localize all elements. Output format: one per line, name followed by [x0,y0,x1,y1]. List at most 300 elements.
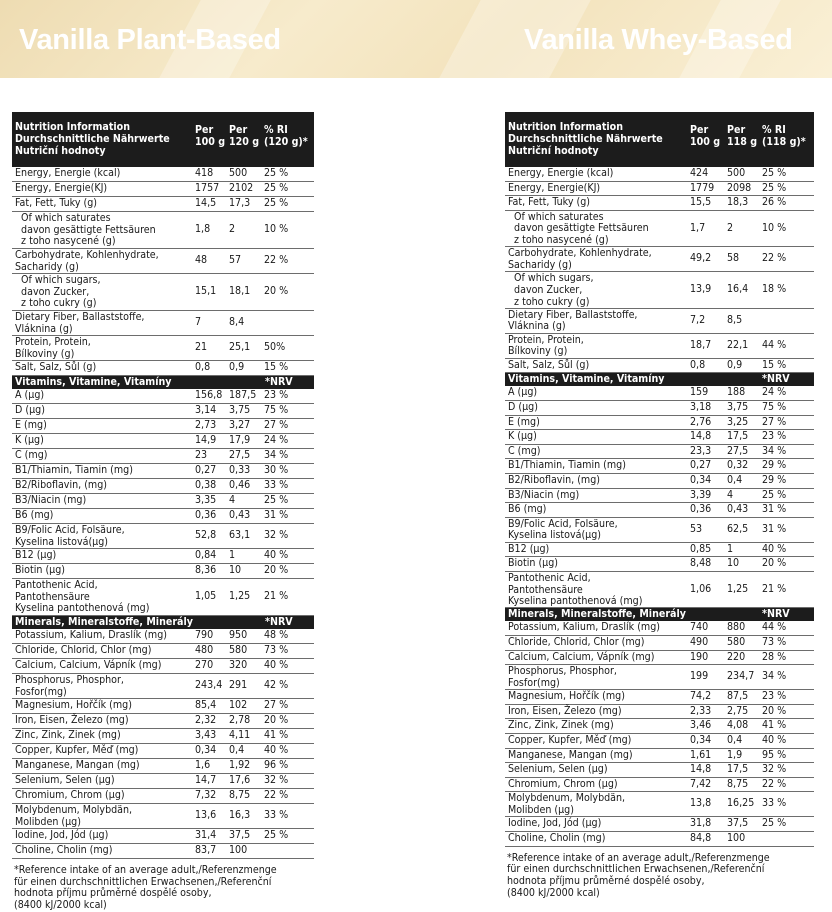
value-per-serving: 2,78 [229,714,251,726]
table-row [12,579,314,616]
table-row [12,564,314,579]
table-row [505,705,814,720]
value-per-serving: 16,25 [727,797,755,810]
whey-nutrition-table [505,112,814,899]
value-percent: 32 % [264,529,289,541]
table-row [505,817,814,832]
value-percent: 40 % [762,542,787,555]
table-row [505,792,814,817]
value-percent: 29 % [762,459,787,472]
nutrient-name: Carbohydrate, Kohlenhydrate, Sacharidy (g) [15,249,159,273]
header-percent-ri: % RI (120 g)* [264,124,308,148]
value-per-serving: 0,4 [229,744,245,756]
value-per-serving: 0,32 [727,459,749,472]
header-nutrition-info: Nutrition Information Durchschnittliche Nährwerte Nutriční hodnoty [508,121,663,157]
nutrient-name: Potassium, Kalium, Draslík (mg) [15,629,167,641]
nutrient-name: Iron, Eisen, Železo (mg) [15,714,129,726]
value-per-100g: 14,8 [690,763,712,776]
value-per-100g: 31,4 [195,829,217,841]
nutrient-name: A (µg) [508,386,538,399]
table-row [505,621,814,636]
nutrient-name: Protein, Protein, Bílkoviny (g) [15,336,91,360]
value-per-serving: 1,92 [229,759,251,771]
value-percent: 23 % [762,690,787,703]
value-per-serving: 187,5 [229,389,257,401]
table-row [505,778,814,793]
table-row [12,479,314,494]
value-per-100g: 0,36 [690,503,712,516]
table-row [12,509,314,524]
value-per-100g: 74,2 [690,690,712,703]
value-percent: 25 % [762,181,787,194]
value-per-100g: 0,27 [195,464,217,476]
value-per-100g: 790 [195,629,214,641]
value-per-100g: 7,42 [690,777,712,790]
nutrient-name: Selenium, Selen (µg) [15,774,115,786]
value-per-serving: 58 [727,252,740,265]
value-per-100g: 3,43 [195,729,217,741]
table-row [505,167,814,182]
nutrient-name: Energy, Energie (kcal) [15,167,121,179]
value-per-serving: 17,9 [229,434,251,446]
value-per-serving: 37,5 [229,829,251,841]
table-row [12,197,314,212]
value-per-100g: 1,6 [195,759,211,771]
nutrient-name: Chromium, Chrom (µg) [15,789,125,801]
value-per-serving: 102 [229,699,248,711]
nutrient-name: Dietary Fiber, Ballaststoffe, Vláknina (g) [508,308,638,333]
table-row [12,419,314,434]
value-per-100g: 1,61 [690,748,712,761]
value-percent: 27 % [264,699,289,711]
table-row [12,659,314,674]
value-per-100g: 243,4 [195,679,223,691]
value-per-100g: 199 [690,670,709,683]
table-row [12,549,314,564]
value-percent: 10 % [264,223,289,235]
table-row [12,629,314,644]
nutrient-name: Calcium, Calcium, Vápník (mg) [508,650,655,663]
table-row [505,665,814,690]
value-per-serving: 87,5 [727,690,749,703]
value-percent: 31 % [264,509,289,521]
value-per-100g: 418 [195,167,214,179]
table-row [505,182,814,197]
value-per-100g: 53 [690,522,703,535]
value-percent: 25 % [264,182,289,194]
value-percent: 20 % [264,285,289,297]
value-per-serving: 100 [229,844,248,856]
nutrient-name: Of which saturates davon gesättigte Fettsäuren z toho nasycené (g) [514,210,649,247]
value-per-serving: 27,5 [727,444,749,457]
table-row [12,494,314,509]
value-per-serving: 580 [727,636,746,648]
value-per-100g: 7,2 [690,313,706,326]
section-nrv: *NRV [762,608,790,621]
nutrient-name: Zinc, Zink, Zinek (mg) [508,719,614,732]
value-per-100g: 2,76 [690,415,712,428]
value-per-100g: 7 [195,316,202,328]
plant-nutrition-table [12,112,314,912]
table-row [12,644,314,659]
section-label: Minerals, Mineralstoffe, Minerály [15,616,193,628]
value-percent: 24 % [264,434,289,446]
value-percent: 30 % [264,464,289,476]
nutrient-name: B1/Thiamin, Tiamin (mg) [508,459,626,472]
value-percent: 41 % [762,719,787,732]
table-row [12,361,314,376]
value-per-100g: 0,84 [195,549,217,561]
nutrient-name: E (mg) [15,419,47,431]
value-per-100g: 3,14 [195,404,217,416]
table-row [505,832,814,847]
nutrient-name: Iodine, Jod, Jód (µg) [508,817,602,830]
nutrient-name: C (mg) [508,444,541,457]
value-percent: 96 % [264,759,289,771]
table-row [505,543,814,558]
value-per-100g: 0,34 [690,733,712,746]
table-row [12,167,314,182]
value-per-100g: 1,05 [195,590,217,602]
nutrient-name: Potassium, Kalium, Draslík (mg) [508,621,660,634]
value-per-100g: 270 [195,659,214,671]
nutrient-name: Salt, Salz, Sůl (g) [508,358,590,371]
value-per-serving: 3,25 [727,415,749,428]
nutrient-name: K (µg) [508,430,537,443]
value-percent: 25 % [762,817,787,830]
value-per-100g: 8,36 [195,564,217,576]
value-per-100g: 14,7 [195,774,217,786]
section-label: Vitamins, Vitamine, Vitamíny [15,376,172,388]
vitamins-section-header [505,373,814,386]
value-per-100g: 2,73 [195,419,217,431]
value-percent: 32 % [762,763,787,776]
nutrient-name: C (mg) [15,449,48,461]
nutrient-name: K (µg) [15,434,44,446]
value-per-100g: 14,5 [195,197,217,209]
value-percent: 25 % [762,488,787,501]
value-percent: 40 % [264,549,289,561]
table-row [505,430,814,445]
table-row [12,389,314,404]
nutrient-name: B12 (µg) [15,549,57,561]
value-percent: 33 % [264,809,289,821]
value-percent: 34 % [264,449,289,461]
nutrient-name: Of which saturates davon gesättigte Fettsäuren z toho nasycené (g) [21,212,156,248]
value-percent: 20 % [762,704,787,717]
table-row [505,247,814,272]
value-per-serving: 4 [727,488,734,501]
nutrient-name: Chloride, Chlorid, Chlor (mg) [15,644,152,656]
nutrient-name: Biotin (µg) [508,557,559,570]
table-row [505,489,814,504]
nutrient-name: Salt, Salz, Sůl (g) [15,361,97,373]
minerals-section-header [505,608,814,621]
value-percent: 25 % [762,167,787,179]
table-row [505,196,814,211]
value-per-serving: 320 [229,659,248,671]
value-percent: 20 % [264,714,289,726]
value-per-serving: 0,46 [229,479,251,491]
nutrient-name: Zinc, Zink, Zinek (mg) [15,729,121,741]
value-per-100g: 15,5 [690,196,712,209]
nutrient-name: Copper, Kupfer, Měď (mg) [15,744,139,756]
value-per-serving: 8,4 [229,316,245,328]
value-per-serving: 0,43 [727,503,749,516]
value-per-serving: 10 [229,564,242,576]
value-per-100g: 31,8 [690,817,712,830]
value-per-serving: 16,4 [727,283,749,296]
value-percent: 73 % [264,644,289,656]
table-row [505,572,814,609]
table-row [12,524,314,549]
value-per-100g: 3,39 [690,488,712,501]
table-row [505,272,814,309]
value-per-serving: 2 [229,223,236,235]
value-per-serving: 234,7 [727,670,755,683]
nutrient-name: B3/Niacin (mg) [15,494,87,506]
value-percent: 31 % [762,522,787,535]
nutrient-name: Of which sugars, davon Zucker, z toho cukry (g) [514,272,594,308]
value-percent: 20 % [762,557,787,570]
value-per-100g: 2,33 [690,704,712,717]
value-per-serving: 580 [229,644,248,656]
value-per-100g: 49,2 [690,252,712,265]
nutrient-name: A (µg) [15,389,45,401]
header-per-100g: Per 100 g [195,124,226,148]
table-header [505,112,814,167]
value-percent: 75 % [762,400,787,413]
value-percent: 28 % [762,650,787,663]
value-per-100g: 21 [195,341,208,353]
value-per-100g: 1,7 [690,221,706,234]
table-row [505,459,814,474]
value-per-100g: 0,36 [195,509,217,521]
table-row [505,359,814,374]
value-per-serving: 0,4 [727,733,743,746]
nutrient-name: Of which sugars, davon Zucker, z toho cukry (g) [21,274,101,310]
section-nrv: *NRV [265,616,293,628]
value-per-serving: 880 [727,621,746,634]
value-percent: 33 % [762,797,787,810]
table-row [505,211,814,248]
value-per-100g: 740 [690,621,709,634]
table-row [505,309,814,334]
value-per-serving: 100 [727,831,746,844]
value-per-serving: 8,5 [727,313,743,326]
table-row [12,336,314,361]
value-per-100g: 0,34 [690,473,712,486]
value-per-serving: 1,25 [229,590,251,602]
value-per-100g: 23 [195,449,208,461]
table-row [12,744,314,759]
nutrient-name: Magnesium, Hořčík (mg) [508,690,625,703]
nutrient-name: B6 (mg) [15,509,54,521]
value-per-100g: 7,32 [195,789,217,801]
value-per-serving: 3,27 [229,419,251,431]
table-row [505,719,814,734]
table-row [12,449,314,464]
section-nrv: *NRV [265,376,293,388]
value-per-serving: 57 [229,254,242,266]
value-per-serving: 0,43 [229,509,251,521]
value-per-serving: 3,75 [727,400,749,413]
value-percent: 25 % [264,494,289,506]
table-row [12,844,314,859]
nutrient-name: Calcium, Calcium, Vápník (mg) [15,659,162,671]
value-percent: 44 % [762,338,787,351]
value-percent: 50% [264,341,286,353]
value-per-100g: 424 [690,167,709,179]
value-percent: 29 % [762,473,787,486]
value-per-serving: 17,5 [727,430,749,443]
table-row [12,829,314,844]
value-per-100g: 1,06 [690,582,712,595]
table-row [12,464,314,479]
nutrient-name: B1/Thiamin, Tiamin (mg) [15,464,133,476]
table-row [12,434,314,449]
nutrient-name: D (µg) [508,400,538,413]
nutrient-name: Fat, Fett, Tuky (g) [15,197,97,209]
value-per-serving: 27,5 [229,449,251,461]
value-per-100g: 85,4 [195,699,217,711]
value-percent: 22 % [762,777,787,790]
value-percent: 18 % [762,283,787,296]
table-row [12,804,314,829]
value-per-serving: 18,3 [727,196,749,209]
value-per-serving: 950 [229,629,248,641]
value-per-serving: 8,75 [727,777,749,790]
value-per-serving: 37,5 [727,817,749,830]
section-label: Minerals, Mineralstoffe, Minerály [508,608,686,621]
value-per-100g: 48 [195,254,208,266]
value-per-serving: 2 [727,221,734,234]
value-per-serving: 17,5 [727,763,749,776]
table-row [12,699,314,714]
nutrient-name: Iodine, Jod, Jód (µg) [15,829,109,841]
value-percent: 26 % [762,196,787,209]
value-percent: 27 % [264,419,289,431]
value-per-serving: 22,1 [727,338,749,351]
value-percent: 42 % [264,679,289,691]
table-row [12,674,314,699]
nutrient-name: Selenium, Selen (µg) [508,763,608,776]
value-per-100g: 0,8 [690,358,706,371]
value-percent: 40 % [264,659,289,671]
nutrient-name: B9/Folic Acid, Folsäure, Kyselina listová(µg) [508,517,618,542]
value-percent: 95 % [762,748,787,761]
value-per-serving: 18,1 [229,285,251,297]
value-per-100g: 18,7 [690,338,712,351]
value-per-100g: 15,1 [195,285,217,297]
minerals-section-header [12,616,314,629]
nutrient-name: Phosphorus, Phosphor, Fosfor(mg) [508,665,617,689]
nutrient-name: Pantothenic Acid, Pantothensäure Kyselina pantothenová (mg) [15,579,150,615]
value-percent: 40 % [762,733,787,746]
value-per-100g: 52,8 [195,529,217,541]
nutrient-name: Carbohydrate, Kohlenhydrate, Sacharidy (g) [508,247,652,271]
value-per-serving: 188 [727,386,746,399]
value-percent: 73 % [762,636,787,648]
value-per-serving: 16,3 [229,809,251,821]
table-row [505,734,814,749]
nutrient-name: Energy, Energie(KJ) [15,182,108,194]
value-percent: 15 % [264,361,289,373]
value-per-serving: 0,33 [229,464,251,476]
nutrient-name: Chloride, Chlorid, Chlor (mg) [508,636,645,648]
header-per-serving: Per 118 g [727,124,758,148]
value-per-serving: 1 [229,549,236,561]
value-per-100g: 0,34 [195,744,217,756]
footnote: *Reference intake of an average adult,/Referenzmenge für einen durchschnittlichen Erwachsenen,/Referenční hodnota příjmu průměrné dospělé osoby, (8400 kJ/2000 kcal) [14,864,277,912]
value-per-serving: 2102 [229,182,254,194]
value-percent: 33 % [264,479,289,491]
value-per-100g: 13,8 [690,797,712,810]
nutrient-name: Choline, Cholin (mg) [15,844,113,856]
table-row [12,774,314,789]
table-row [12,212,314,249]
nutrient-name: Iron, Eisen, Železo (mg) [508,704,622,717]
table-row [505,636,814,651]
value-per-100g: 3,18 [690,400,712,413]
value-per-100g: 2,32 [195,714,217,726]
value-percent: 34 % [762,444,787,457]
table-row [12,729,314,744]
value-percent: 15 % [762,358,787,371]
nutrient-name: Protein, Protein, Bílkoviny (g) [508,333,584,358]
nutrient-name: B12 (µg) [508,542,550,555]
value-per-100g: 190 [690,650,709,663]
value-per-100g: 156,8 [195,389,223,401]
value-per-100g: 1779 [690,181,715,194]
value-per-100g: 0,85 [690,542,712,555]
value-percent: 10 % [762,221,787,234]
value-per-serving: 17,6 [229,774,251,786]
nutrient-name: Magnesium, Hořčík (mg) [15,699,132,711]
table-row [12,714,314,729]
value-per-100g: 0,38 [195,479,217,491]
table-row [505,518,814,543]
value-per-100g: 13,9 [690,283,712,296]
value-percent: 31 % [762,503,787,516]
nutrient-name: Fat, Fett, Tuky (g) [508,196,590,209]
vitamins-section-header [12,376,314,389]
value-per-100g: 8,48 [690,557,712,570]
nutrient-name: Copper, Kupfer, Měď (mg) [508,733,632,746]
value-per-serving: 0,9 [229,361,245,373]
value-per-serving: 4 [229,494,236,506]
whey-title: Vanilla Whey-Based [524,24,793,56]
value-per-serving: 3,75 [229,404,251,416]
value-per-serving: 10 [727,557,740,570]
nutrient-name: B9/Folic Acid, Folsäure, Kyselina listová(µg) [15,524,125,548]
table-row [505,557,814,572]
value-percent: 22 % [264,789,289,801]
value-per-100g: 13,6 [195,809,217,821]
header-per-serving: Per 120 g [229,124,260,148]
value-percent: 44 % [762,621,787,634]
nutrient-name: Pantothenic Acid, Pantothensäure Kyselina pantothenová (mg) [508,571,643,608]
value-percent: 25 % [264,197,289,209]
header-nutrition-info: Nutrition Information Durchschnittliche Nährwerte Nutriční hodnoty [15,121,170,157]
value-per-100g: 14,9 [195,434,217,446]
table-row [505,416,814,431]
value-per-serving: 0,9 [727,358,743,371]
nutrient-name: Biotin (µg) [15,564,66,576]
table-row [505,690,814,705]
value-percent: 40 % [264,744,289,756]
value-percent: 21 % [264,590,289,602]
